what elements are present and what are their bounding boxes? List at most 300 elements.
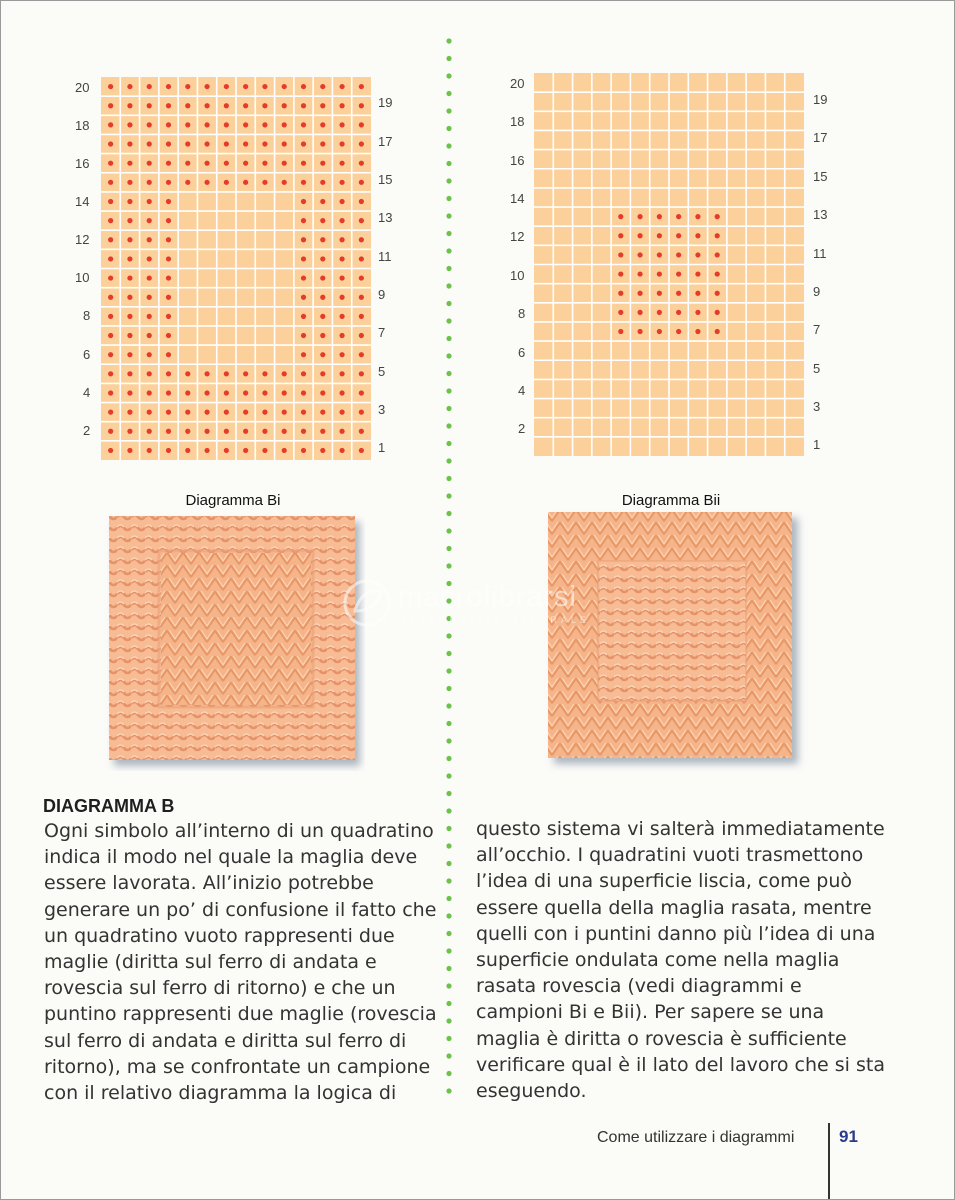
purl-stitch-dot xyxy=(657,233,662,238)
purl-stitch-dot xyxy=(166,295,171,300)
purl-stitch-dot xyxy=(695,291,700,296)
divider-dot xyxy=(446,843,451,848)
purl-stitch-dot xyxy=(715,271,720,276)
purl-stitch-dot xyxy=(108,218,113,223)
purl-stitch-dot xyxy=(301,199,306,204)
purl-stitch-dot xyxy=(166,314,171,319)
purl-stitch-dot xyxy=(301,448,306,453)
purl-stitch-dot xyxy=(166,218,171,223)
row-label: 14 xyxy=(510,191,525,206)
row-label: 3 xyxy=(813,399,821,414)
purl-stitch-dot xyxy=(676,310,681,315)
purl-stitch-dot xyxy=(339,161,344,166)
purl-stitch-dot xyxy=(282,429,287,434)
purl-stitch-dot xyxy=(166,448,171,453)
divider-dot xyxy=(446,966,451,971)
purl-stitch-dot xyxy=(320,84,325,89)
row-label: 10 xyxy=(510,268,525,283)
purl-stitch-dot xyxy=(166,275,171,280)
purl-stitch-dot xyxy=(320,218,325,223)
purl-stitch-dot xyxy=(339,429,344,434)
text-line: campioni Bi e Bii). Per sapere se una xyxy=(476,1001,825,1024)
purl-stitch-dot xyxy=(339,237,344,242)
purl-stitch-dot xyxy=(243,84,248,89)
purl-stitch-dot xyxy=(108,429,113,434)
text-line: maglie (diritta sul ferro di andata e xyxy=(44,950,377,973)
row-label: 12 xyxy=(510,229,525,244)
purl-stitch-dot xyxy=(715,252,720,257)
purl-stitch-dot xyxy=(108,410,113,415)
purl-stitch-dot xyxy=(715,233,720,238)
divider-dot xyxy=(446,231,451,236)
purl-stitch-dot xyxy=(637,233,642,238)
purl-stitch-dot xyxy=(147,275,152,280)
purl-stitch-dot xyxy=(224,448,229,453)
purl-stitch-dot xyxy=(320,141,325,146)
divider-dot xyxy=(446,336,451,341)
divider-dot xyxy=(446,161,451,166)
text-line: all’occhio. I quadratini vuoti trasmettono xyxy=(476,844,864,867)
purl-stitch-dot xyxy=(108,84,113,89)
purl-stitch-dot xyxy=(359,275,364,280)
purl-stitch-dot xyxy=(204,180,209,185)
divider-dot xyxy=(446,563,451,568)
divider-dot xyxy=(446,773,451,778)
row-label: 18 xyxy=(510,114,525,129)
purl-stitch-dot xyxy=(108,352,113,357)
purl-stitch-dot xyxy=(224,410,229,415)
purl-stitch-dot xyxy=(127,180,132,185)
purl-stitch-dot xyxy=(204,141,209,146)
purl-stitch-dot xyxy=(320,410,325,415)
purl-stitch-dot xyxy=(262,141,267,146)
text-line: un quadratino vuoto rappresenti due xyxy=(44,924,395,947)
purl-stitch-dot xyxy=(320,390,325,395)
purl-stitch-dot xyxy=(301,237,306,242)
purl-stitch-dot xyxy=(339,333,344,338)
purl-stitch-dot xyxy=(262,410,267,415)
purl-stitch-dot xyxy=(301,103,306,108)
purl-stitch-dot xyxy=(320,180,325,185)
divider-dot xyxy=(446,423,451,428)
purl-stitch-dot xyxy=(147,180,152,185)
purl-stitch-dot xyxy=(301,333,306,338)
purl-stitch-dot xyxy=(185,410,190,415)
purl-stitch-dot xyxy=(262,429,267,434)
purl-stitch-dot xyxy=(301,352,306,357)
purl-stitch-dot xyxy=(618,252,623,257)
purl-stitch-dot xyxy=(339,141,344,146)
footer-divider xyxy=(828,1123,830,1200)
divider-dot xyxy=(446,668,451,673)
divider-dot xyxy=(446,213,451,218)
purl-stitch-dot xyxy=(166,84,171,89)
purl-stitch-dot xyxy=(676,291,681,296)
purl-stitch-dot xyxy=(301,390,306,395)
purl-stitch-dot xyxy=(320,429,325,434)
purl-stitch-dot xyxy=(637,329,642,334)
purl-stitch-dot xyxy=(262,448,267,453)
purl-stitch-dot xyxy=(166,410,171,415)
purl-stitch-dot xyxy=(204,103,209,108)
purl-stitch-dot xyxy=(359,390,364,395)
purl-stitch-dot xyxy=(127,103,132,108)
purl-stitch-dot xyxy=(108,180,113,185)
purl-stitch-dot xyxy=(359,429,364,434)
purl-stitch-dot xyxy=(262,84,267,89)
caption-bi: Diagramma Bi xyxy=(185,492,281,509)
purl-stitch-dot xyxy=(166,141,171,146)
purl-stitch-dot xyxy=(147,237,152,242)
purl-stitch-dot xyxy=(185,161,190,166)
leaf-logo-icon xyxy=(341,577,393,629)
divider-dot xyxy=(446,1018,451,1023)
purl-stitch-dot xyxy=(243,161,248,166)
row-label: 9 xyxy=(813,284,821,299)
purl-stitch-dot xyxy=(320,275,325,280)
row-label: 1 xyxy=(378,440,386,455)
purl-stitch-dot xyxy=(618,214,623,219)
purl-stitch-dot xyxy=(676,252,681,257)
divider-dot xyxy=(446,633,451,638)
purl-stitch-dot xyxy=(166,180,171,185)
purl-stitch-dot xyxy=(108,448,113,453)
row-label: 8 xyxy=(83,308,91,323)
divider-dot xyxy=(446,703,451,708)
divider-dot xyxy=(446,1088,451,1093)
row-label: 11 xyxy=(378,249,392,264)
divider-dot xyxy=(446,1053,451,1058)
divider-dot xyxy=(446,406,451,411)
purl-stitch-dot xyxy=(320,295,325,300)
purl-stitch-dot xyxy=(695,310,700,315)
row-label: 5 xyxy=(813,361,821,376)
purl-stitch-dot xyxy=(359,295,364,300)
divider-dot xyxy=(446,983,451,988)
purl-stitch-dot xyxy=(108,199,113,204)
row-label: 19 xyxy=(378,95,393,110)
divider-dot xyxy=(446,73,451,78)
purl-stitch-dot xyxy=(339,122,344,127)
purl-stitch-dot xyxy=(224,122,229,127)
purl-stitch-dot xyxy=(282,371,287,376)
text-line: rovescia sul ferro di ritorno) e che un xyxy=(44,977,396,1000)
divider-dot xyxy=(446,178,451,183)
purl-stitch-dot xyxy=(637,310,642,315)
purl-stitch-dot xyxy=(127,371,132,376)
purl-stitch-dot xyxy=(108,122,113,127)
purl-stitch-dot xyxy=(320,314,325,319)
purl-stitch-dot xyxy=(339,448,344,453)
purl-stitch-dot xyxy=(185,180,190,185)
purl-stitch-dot xyxy=(185,448,190,453)
row-label: 14 xyxy=(75,194,90,209)
divider-dot xyxy=(446,896,451,901)
divider-dot xyxy=(446,651,451,656)
row-label: 13 xyxy=(813,207,828,222)
knitted-swatch-bi-photo xyxy=(103,513,365,771)
purl-stitch-dot xyxy=(147,352,152,357)
purl-stitch-dot xyxy=(301,314,306,319)
text-line: puntino rappresenti due maglie (rovescia xyxy=(44,1003,437,1026)
purl-stitch-dot xyxy=(166,161,171,166)
purl-stitch-dot xyxy=(243,448,248,453)
purl-stitch-dot xyxy=(147,295,152,300)
row-label: 12 xyxy=(75,232,90,247)
row-label: 7 xyxy=(813,322,821,337)
purl-stitch-dot xyxy=(282,103,287,108)
divider-dot xyxy=(446,826,451,831)
purl-stitch-dot xyxy=(359,410,364,415)
purl-stitch-dot xyxy=(243,141,248,146)
row-label: 17 xyxy=(378,134,393,149)
purl-stitch-dot xyxy=(262,390,267,395)
purl-stitch-dot xyxy=(166,371,171,376)
purl-stitch-dot xyxy=(127,390,132,395)
purl-stitch-dot xyxy=(320,448,325,453)
text-line: questo sistema vi salterà immediatamente xyxy=(476,818,885,840)
purl-stitch-dot xyxy=(204,448,209,453)
text-line: generare un po’ di confusione il fatto che xyxy=(44,898,437,921)
divider-dot xyxy=(446,1071,451,1076)
purl-stitch-dot xyxy=(282,141,287,146)
purl-stitch-dot xyxy=(127,410,132,415)
purl-stitch-dot xyxy=(185,141,190,146)
purl-stitch-dot xyxy=(301,275,306,280)
purl-stitch-dot xyxy=(359,333,364,338)
purl-stitch-dot xyxy=(108,161,113,166)
purl-stitch-dot xyxy=(359,103,364,108)
purl-stitch-dot xyxy=(127,333,132,338)
row-label: 20 xyxy=(510,76,525,91)
purl-stitch-dot xyxy=(637,214,642,219)
purl-stitch-dot xyxy=(127,256,132,261)
purl-stitch-dot xyxy=(676,271,681,276)
purl-stitch-dot xyxy=(224,429,229,434)
purl-stitch-dot xyxy=(262,371,267,376)
purl-stitch-dot xyxy=(320,103,325,108)
purl-stitch-dot xyxy=(185,390,190,395)
purl-stitch-dot xyxy=(320,371,325,376)
purl-stitch-dot xyxy=(127,161,132,166)
divider-dot xyxy=(446,143,451,148)
purl-stitch-dot xyxy=(127,122,132,127)
purl-stitch-dot xyxy=(224,180,229,185)
purl-stitch-dot xyxy=(637,252,642,257)
purl-stitch-dot xyxy=(204,429,209,434)
text-line: essere lavorata. All’inizio potrebbe xyxy=(44,872,374,895)
purl-stitch-dot xyxy=(339,256,344,261)
purl-stitch-dot xyxy=(282,122,287,127)
purl-stitch-dot xyxy=(339,410,344,415)
purl-stitch-dot xyxy=(339,199,344,204)
divider-dot xyxy=(446,546,451,551)
purl-stitch-dot xyxy=(339,180,344,185)
purl-stitch-dot xyxy=(695,329,700,334)
purl-stitch-dot xyxy=(127,314,132,319)
purl-stitch-dot xyxy=(282,84,287,89)
purl-stitch-dot xyxy=(339,84,344,89)
purl-stitch-dot xyxy=(147,218,152,223)
divider-dot xyxy=(446,1001,451,1006)
purl-stitch-dot xyxy=(339,218,344,223)
purl-stitch-dot xyxy=(359,237,364,242)
purl-stitch-dot xyxy=(676,329,681,334)
purl-stitch-dot xyxy=(282,390,287,395)
divider-dot xyxy=(446,38,451,43)
purl-stitch-dot xyxy=(320,237,325,242)
purl-stitch-dot xyxy=(715,310,720,315)
divider-dot xyxy=(446,528,451,533)
purl-stitch-dot xyxy=(320,199,325,204)
purl-stitch-dot xyxy=(301,84,306,89)
purl-stitch-dot xyxy=(166,122,171,127)
purl-stitch-dot xyxy=(715,214,720,219)
row-label: 6 xyxy=(83,347,91,362)
purl-stitch-dot xyxy=(166,333,171,338)
divider-dot xyxy=(446,878,451,883)
purl-stitch-dot xyxy=(147,390,152,395)
purl-stitch-dot xyxy=(243,103,248,108)
purl-stitch-dot xyxy=(618,291,623,296)
purl-stitch-dot xyxy=(301,429,306,434)
page-number: 91 xyxy=(839,1127,858,1146)
purl-stitch-dot xyxy=(224,141,229,146)
text-line: verificare qual è il lato del lavoro che si sta xyxy=(476,1053,885,1076)
purl-stitch-dot xyxy=(204,410,209,415)
text-line: maglia è diritta o rovescia è sufficiente xyxy=(476,1027,847,1050)
divider-dot xyxy=(446,108,451,113)
purl-stitch-dot xyxy=(676,233,681,238)
text-line: superficie ondulata come nella maglia xyxy=(476,948,840,971)
divider-dot xyxy=(446,493,451,498)
divider-dot xyxy=(446,441,451,446)
purl-stitch-dot xyxy=(243,410,248,415)
purl-stitch-dot xyxy=(339,275,344,280)
purl-stitch-dot xyxy=(243,122,248,127)
purl-stitch-dot xyxy=(166,429,171,434)
purl-stitch-dot xyxy=(204,122,209,127)
purl-stitch-dot xyxy=(166,237,171,242)
row-label: 19 xyxy=(813,92,828,107)
row-label: 13 xyxy=(378,210,393,225)
watermark-name: macrolibrarsi xyxy=(398,581,577,613)
purl-stitch-dot xyxy=(108,237,113,242)
purl-stitch-dot xyxy=(127,448,132,453)
purl-stitch-dot xyxy=(147,448,152,453)
purl-stitch-dot xyxy=(618,329,623,334)
purl-stitch-dot xyxy=(224,390,229,395)
purl-stitch-dot xyxy=(166,256,171,261)
watermark xyxy=(341,573,641,633)
divider-dot xyxy=(446,861,451,866)
text-column-left xyxy=(44,818,437,1106)
purl-stitch-dot xyxy=(127,352,132,357)
purl-stitch-dot xyxy=(166,103,171,108)
purl-stitch-dot xyxy=(127,218,132,223)
divider-dot xyxy=(446,738,451,743)
divider-dot xyxy=(446,248,451,253)
purl-stitch-dot xyxy=(301,295,306,300)
row-label: 10 xyxy=(75,270,90,285)
purl-stitch-dot xyxy=(127,84,132,89)
purl-stitch-dot xyxy=(243,429,248,434)
divider-dot xyxy=(446,756,451,761)
purl-stitch-dot xyxy=(359,218,364,223)
purl-stitch-dot xyxy=(320,256,325,261)
purl-stitch-dot xyxy=(618,271,623,276)
text-line: essere quella della maglia rasata, mentre xyxy=(476,896,872,919)
row-label: 17 xyxy=(813,130,828,145)
row-label: 5 xyxy=(378,364,386,379)
purl-stitch-dot xyxy=(359,122,364,127)
purl-stitch-dot xyxy=(243,371,248,376)
divider-dot xyxy=(446,476,451,481)
purl-stitch-dot xyxy=(262,161,267,166)
divider-dot xyxy=(446,283,451,288)
divider-dot xyxy=(446,511,451,516)
row-label: 6 xyxy=(518,345,526,360)
row-label: 2 xyxy=(518,421,526,436)
purl-stitch-dot xyxy=(127,295,132,300)
divider-dot xyxy=(446,388,451,393)
section-heading: DIAGRAMMA B xyxy=(43,796,175,816)
purl-stitch-dot xyxy=(282,180,287,185)
divider-dot xyxy=(446,686,451,691)
row-label: 16 xyxy=(75,156,90,171)
purl-stitch-dot xyxy=(339,103,344,108)
purl-stitch-dot xyxy=(262,180,267,185)
purl-stitch-dot xyxy=(147,141,152,146)
row-label: 9 xyxy=(378,287,386,302)
purl-stitch-dot xyxy=(339,371,344,376)
purl-stitch-dot xyxy=(359,141,364,146)
divider-dot xyxy=(446,808,451,813)
purl-stitch-dot xyxy=(359,161,364,166)
purl-stitch-dot xyxy=(147,314,152,319)
row-label: 20 xyxy=(75,80,90,95)
purl-stitch-dot xyxy=(359,256,364,261)
purl-stitch-dot xyxy=(108,275,113,280)
purl-stitch-dot xyxy=(108,141,113,146)
purl-stitch-dot xyxy=(695,233,700,238)
purl-stitch-dot xyxy=(359,314,364,319)
purl-stitch-dot xyxy=(224,84,229,89)
purl-stitch-dot xyxy=(147,429,152,434)
purl-stitch-dot xyxy=(301,122,306,127)
purl-stitch-dot xyxy=(676,214,681,219)
purl-stitch-dot xyxy=(185,122,190,127)
divider-dot xyxy=(446,126,451,131)
divider-dot xyxy=(446,721,451,726)
text-line: l’idea di una superficie liscia, come può xyxy=(476,870,853,893)
text-line: Ogni simbolo all’interno di un quadratino xyxy=(44,820,434,842)
text-line: sul ferro di andata e diritta sul ferro di xyxy=(44,1029,407,1052)
purl-stitch-dot xyxy=(262,103,267,108)
row-label: 18 xyxy=(75,118,90,133)
purl-stitch-dot xyxy=(282,410,287,415)
purl-stitch-dot xyxy=(657,252,662,257)
purl-stitch-dot xyxy=(243,180,248,185)
diagram-bii-grid xyxy=(534,73,804,456)
purl-stitch-dot xyxy=(301,410,306,415)
running-footer: Come utilizzare i diagrammi xyxy=(597,1129,795,1146)
caption-bii: Diagramma Bii xyxy=(621,492,721,509)
purl-stitch-dot xyxy=(127,141,132,146)
text-column-right xyxy=(476,816,885,1104)
purl-stitch-dot xyxy=(204,161,209,166)
purl-stitch-dot xyxy=(320,161,325,166)
